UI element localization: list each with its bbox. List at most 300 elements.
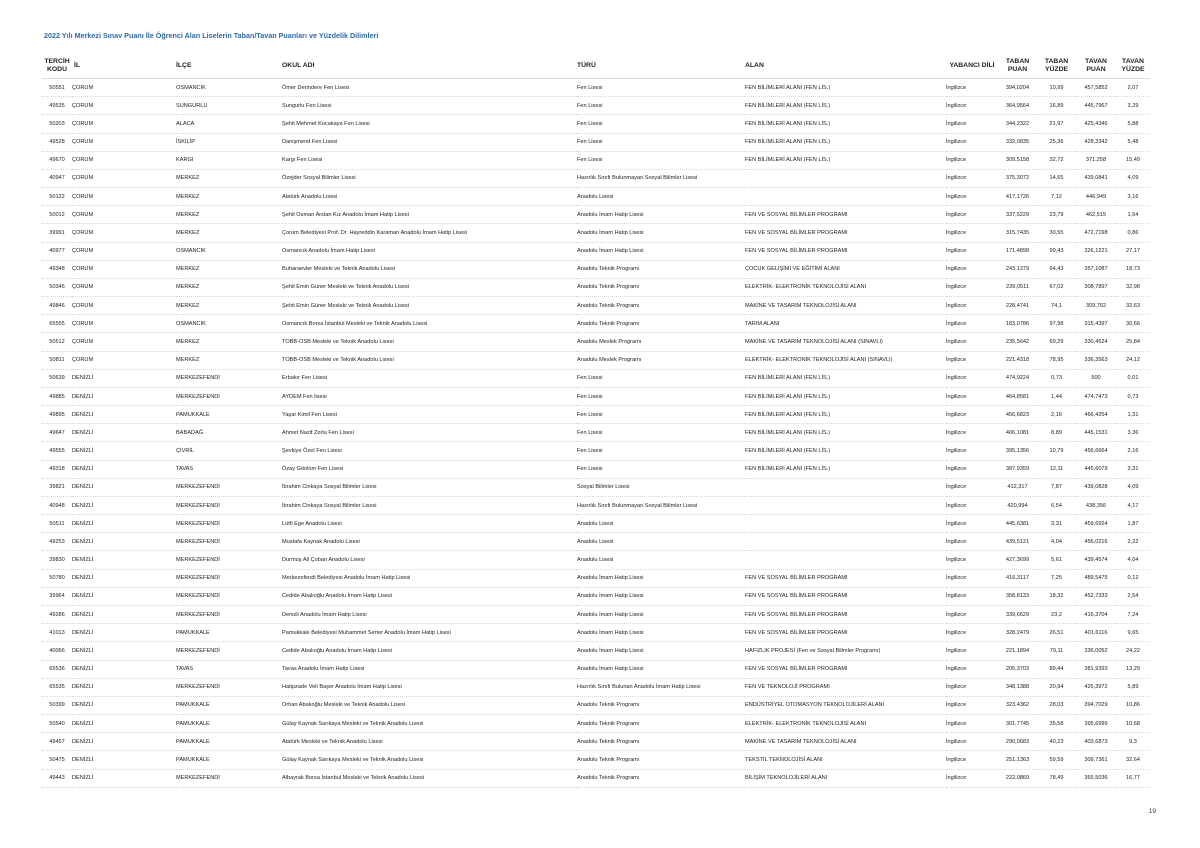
- cell-tavan-puan: 462,515: [1085, 211, 1107, 218]
- cell-yabanci-dili: İngilizce: [946, 302, 967, 309]
- cell-yabanci-dili: İngilizce: [946, 502, 967, 509]
- cell-alan: FEN BİLİMLERİ ALANI (FEN LİS.): [745, 429, 831, 436]
- cell-taban-yuzde: 18,32: [1049, 593, 1064, 600]
- cell-tavan-puan: 336,0052: [1084, 647, 1108, 654]
- cell-okul-adi: AYDEM Fen lisesi: [282, 393, 327, 400]
- cell-taban-yuzde: 89,44: [1049, 666, 1064, 673]
- cell-il: DENİZLİ: [72, 484, 94, 491]
- cell-ilce: BABADAĞ: [176, 429, 204, 436]
- cell-tercih-kodu: 39991: [49, 229, 65, 236]
- cell-taban-puan: 222,0869: [1005, 775, 1030, 782]
- table-row: [42, 533, 1150, 551]
- cell-taban-puan: 348,1388: [1005, 684, 1030, 691]
- table-row: [42, 406, 1150, 424]
- cell-taban-yuzde: 35,58: [1049, 720, 1064, 727]
- cell-tavan-puan: 452,7333: [1084, 593, 1108, 600]
- cell-ilce: MERKEZEFENDİ: [176, 593, 220, 600]
- cell-taban-yuzde: 1,44: [1051, 393, 1062, 400]
- cell-turu: Anadolu Teknik Programı: [577, 756, 640, 763]
- cell-turu: Fen Lisesi: [577, 466, 603, 473]
- cell-turu: Anadolu Lisesi: [577, 538, 614, 545]
- table-row: [42, 569, 1150, 587]
- table-row: [42, 97, 1150, 115]
- cell-yabanci-dili: İngilizce: [946, 557, 967, 564]
- cell-yabanci-dili: İngilizce: [946, 593, 967, 600]
- cell-taban-yuzde: 97,98: [1049, 320, 1064, 327]
- cell-taban-yuzde: 26,51: [1049, 629, 1064, 636]
- cell-tavan-puan: 474,7473: [1084, 393, 1108, 400]
- cell-taban-puan: 309,5158: [1005, 157, 1030, 164]
- cell-alan: FEN BİLİMLERİ ALANI (FEN LİS.): [745, 102, 831, 109]
- cell-ilce: PAMUKKALE: [176, 702, 210, 709]
- cell-turu: Hazırlık Sınıfı Bulunmayan Sosyal Bilimler Lisesi: [577, 175, 698, 182]
- cell-alan: [745, 478, 946, 496]
- cell-tavan-puan: 336,3563: [1084, 357, 1108, 364]
- cell-okul-adi: Mustafa Kaynak Anadolu Lisesi: [282, 538, 360, 545]
- cell-taban-puan: 328,2479: [1005, 629, 1030, 636]
- cell-tavan-puan: 456,6664: [1084, 448, 1108, 455]
- cell-alan: FEN BİLİMLERİ ALANI (FEN LİS.): [745, 120, 831, 127]
- cell-tavan-yuzde: 27,17: [1126, 248, 1140, 255]
- cell-turu: Anadolu Teknik Programı: [577, 302, 640, 309]
- cell-tavan-yuzde: 10,86: [1126, 702, 1140, 709]
- cell-tercih-kodu: 49457: [49, 738, 65, 745]
- cell-turu: Anadolu İmam Hatip Lisesi: [577, 593, 644, 600]
- cell-tercih-kodu: 50551: [49, 84, 65, 91]
- cell-yabanci-dili: İngilizce: [946, 738, 967, 745]
- cell-il: ÇORUM: [72, 338, 94, 345]
- cell-ilce: ALACA: [176, 120, 195, 127]
- table-row: [42, 115, 1150, 133]
- cell-tavan-puan: 308,7897: [1084, 284, 1108, 291]
- cell-alan: FEN VE SOSYAL BİLİMLER PROGRAMI: [745, 229, 848, 236]
- cell-taban-puan: 221,4318: [1005, 357, 1030, 364]
- cell-tavan-yuzde: 24,22: [1126, 647, 1140, 654]
- cell-il: DENİZLİ: [72, 429, 94, 436]
- cell-taban-puan: 387,9359: [1005, 466, 1030, 473]
- cell-il: ÇORUM: [72, 284, 94, 291]
- cell-tercih-kodu: 39964: [49, 593, 65, 600]
- cell-tavan-yuzde: 5,89: [1127, 684, 1139, 691]
- cell-ilce: MERKEZEFENDİ: [176, 484, 220, 491]
- cell-tavan-yuzde: 16,77: [1126, 775, 1140, 782]
- cell-tavan-puan: 439,4574: [1084, 557, 1108, 564]
- cell-taban-puan: 183,0786: [1005, 320, 1030, 327]
- cell-tavan-puan: 472,7198: [1084, 229, 1108, 236]
- cell-tavan-yuzde: 5,48: [1127, 139, 1139, 146]
- cell-tavan-yuzde: 15,49: [1126, 157, 1140, 164]
- header-turu: TÜRÜ: [577, 62, 596, 69]
- cell-ilce: MERKEZEFENDİ: [176, 557, 220, 564]
- cell-okul-adi: Lütfi Ege Anadolu Lisesi: [282, 520, 342, 527]
- table-row: [42, 515, 1150, 533]
- cell-taban-puan: 375,3072: [1005, 175, 1030, 182]
- header-tavan-puan: TAVAN PUAN: [1085, 58, 1107, 73]
- cell-il: DENİZLİ: [72, 411, 94, 418]
- cell-il: ÇORUM: [72, 102, 94, 109]
- cell-tavan-puan: 438,356: [1085, 502, 1107, 509]
- cell-yabanci-dili: İngilizce: [946, 266, 967, 273]
- cell-taban-puan: 205,3703: [1005, 666, 1030, 673]
- cell-taban-puan: 315,7435: [1005, 229, 1030, 236]
- cell-tavan-puan: 401,6116: [1084, 629, 1108, 636]
- cell-il: DENİZLİ: [72, 738, 94, 745]
- cell-tavan-puan: 416,3704: [1084, 611, 1108, 618]
- cell-taban-puan: 171,4898: [1005, 248, 1030, 255]
- table-row: [42, 151, 1150, 169]
- cell-turu: Anadolu İmam Hatip Lisesi: [577, 575, 644, 582]
- cell-taban-puan: 394,0204: [1005, 84, 1030, 91]
- cell-tavan-yuzde: 5,88: [1127, 120, 1139, 127]
- cell-alan: FEN VE TEKNOLOJİ PROGRAMI: [745, 684, 830, 691]
- cell-taban-puan: 427,3699: [1005, 557, 1030, 564]
- cell-taban-yuzde: 78,49: [1049, 775, 1064, 782]
- cell-tavan-yuzde: 1,64: [1127, 211, 1139, 218]
- cell-okul-adi: Sungurlu Fen Lisesi: [282, 102, 332, 109]
- cell-ilce: MERKEZEFENDİ: [176, 502, 220, 509]
- cell-taban-yuzde: 78,95: [1049, 357, 1064, 364]
- cell-turu: Anadolu İmam Hatip Lisesi: [577, 229, 644, 236]
- cell-tercih-kodu: 49846: [49, 302, 65, 309]
- cell-turu: Anadolu İmam Hatip Lisesi: [577, 611, 644, 618]
- cell-alan: FEN BİLİMLERİ ALANI (FEN LİS.): [745, 393, 831, 400]
- table-row: [42, 278, 1150, 296]
- cell-alan: FEN BİLİMLERİ ALANI (FEN LİS.): [745, 139, 831, 146]
- cell-il: ÇORUM: [72, 229, 94, 236]
- cell-tavan-yuzde: 32,98: [1126, 284, 1140, 291]
- cell-okul-adi: Kargı Fen Lisesi: [282, 157, 323, 164]
- cell-taban-puan: 332,0835: [1005, 139, 1030, 146]
- cell-il: DENİZLİ: [72, 466, 94, 473]
- cell-tavan-yuzde: 0,01: [1127, 375, 1139, 382]
- cell-alan: FEN BİLİMLERİ ALANI (FEN LİS.): [745, 448, 831, 455]
- cell-taban-yuzde: 14,65: [1049, 175, 1064, 182]
- table-row: [42, 224, 1150, 242]
- cell-alan: TARIM ALANI: [745, 320, 780, 327]
- cell-alan: [745, 496, 946, 514]
- cell-taban-yuzde: 4,04: [1051, 538, 1062, 545]
- cell-tercih-kodu: 50475: [49, 756, 65, 763]
- cell-okul-adi: Atatürk Mesleki ve Teknik Anadolu Lisesi: [282, 738, 383, 745]
- cell-tavan-yuzde: 1,87: [1127, 520, 1139, 527]
- cell-taban-yuzde: 7,87: [1051, 484, 1062, 491]
- cell-yabanci-dili: İngilizce: [946, 248, 967, 255]
- cell-taban-puan: 221,1894: [1005, 647, 1030, 654]
- cell-tavan-puan: 439,0841: [1084, 175, 1108, 182]
- cell-tavan-yuzde: 4,04: [1127, 557, 1139, 564]
- cell-ilce: MERKEZEFENDİ: [176, 611, 220, 618]
- cell-taban-yuzde: 69,29: [1049, 338, 1064, 345]
- cell-taban-puan: 439,5121: [1005, 538, 1030, 545]
- cell-yabanci-dili: İngilizce: [946, 429, 967, 436]
- cell-taban-puan: 323,4362: [1005, 702, 1030, 709]
- cell-okul-adi: Özejder Sosyal Bilimler Lisesi: [282, 175, 356, 182]
- cell-turu: Anadolu İmam Hatip Lisesi: [577, 666, 644, 673]
- header-tercih-kodu: TERCİH KODU: [44, 58, 70, 73]
- table-row: [42, 660, 1150, 678]
- cell-yabanci-dili: İngilizce: [946, 193, 967, 200]
- cell-ilce: MERKEZEFENDİ: [176, 647, 220, 654]
- cell-okul-adi: Orhan Abalıoğlu Mesleki ve Teknik Anadolu Lisesi: [282, 702, 406, 709]
- cell-tercih-kodu: 49318: [49, 466, 65, 473]
- cell-yabanci-dili: İngilizce: [946, 538, 967, 545]
- cell-okul-adi: Gülay Kaynak Sarıkaya Mesleki ve Teknik Anadolu Lisesi: [282, 756, 424, 763]
- cell-yabanci-dili: İngilizce: [946, 629, 967, 636]
- cell-okul-adi: Durmuş Ali Çoban Anadolu Lisesi: [282, 557, 365, 564]
- cell-yabanci-dili: İngilizce: [946, 720, 967, 727]
- cell-alan: [745, 169, 946, 187]
- cell-alan: FEN BİLİMLERİ ALANI (FEN LİS.): [745, 466, 831, 473]
- cell-tavan-yuzde: 18,73: [1126, 266, 1140, 273]
- cell-tavan-puan: 457,5852: [1084, 84, 1108, 91]
- cell-tercih-kodu: 50639: [49, 375, 65, 382]
- cell-tercih-kodu: 50511: [49, 520, 65, 527]
- table-row: [42, 351, 1150, 369]
- cell-tavan-puan: 381,9393: [1084, 666, 1108, 673]
- cell-tavan-puan: 466,4254: [1084, 411, 1108, 418]
- cell-yabanci-dili: İngilizce: [946, 702, 967, 709]
- cell-okul-adi: İbrahim Cinkaya Sosyal Bilimler Lisesi: [282, 502, 377, 509]
- cell-tavan-puan: 446,949: [1085, 193, 1107, 200]
- cell-yabanci-dili: İngilizce: [946, 338, 967, 345]
- cell-il: DENİZLİ: [72, 666, 94, 673]
- cell-taban-puan: 464,8581: [1005, 393, 1030, 400]
- cell-alan: FEN VE SOSYAL BİLİMLER PROGRAMI: [745, 593, 848, 600]
- cell-okul-adi: İbrahim Cinkaya Sosyal Bilimler Lisesi: [282, 484, 377, 491]
- cell-ilce: OSMANCIK: [176, 248, 206, 255]
- cell-turu: Fen Lisesi: [577, 157, 603, 164]
- cell-ilce: MERKEZ: [176, 357, 200, 364]
- cell-tavan-puan: 428,3342: [1084, 139, 1108, 146]
- cell-ilce: OSMANCIK: [176, 320, 206, 327]
- table-row: [42, 79, 1150, 97]
- cell-il: ÇORUM: [72, 302, 94, 309]
- table-row: [42, 169, 1150, 187]
- cell-tercih-kodu: 49348: [49, 266, 65, 273]
- cell-tercih-kodu: 65535: [49, 684, 65, 691]
- cell-turu: Anadolu Teknik Programı: [577, 702, 640, 709]
- cell-taban-puan: 456,6823: [1005, 411, 1030, 418]
- cell-tavan-puan: 425,3972: [1084, 684, 1108, 691]
- cell-tavan-puan: 394,7029: [1084, 702, 1108, 709]
- table-row: [42, 188, 1150, 206]
- cell-il: DENİZLİ: [72, 520, 94, 527]
- cell-okul-adi: Osmancık Anadolu İmam Hatip Lisesi: [282, 248, 375, 255]
- header-okul-adi: OKUL ADI: [282, 62, 315, 69]
- cell-tercih-kodu: 40947: [49, 175, 65, 182]
- cell-taban-yuzde: 2,16: [1051, 411, 1062, 418]
- table-row: [42, 297, 1150, 315]
- cell-taban-yuzde: 30,55: [1049, 229, 1064, 236]
- cell-turu: Anadolu Lisesi: [577, 193, 614, 200]
- cell-il: ÇORUM: [72, 139, 94, 146]
- cell-tercih-kodu: 50540: [49, 720, 65, 727]
- table-row: [42, 369, 1150, 387]
- header-ilce: İLÇE: [176, 62, 192, 69]
- cell-il: DENİZLİ: [72, 502, 94, 509]
- cell-il: DENİZLİ: [72, 647, 94, 654]
- cell-il: DENİZLİ: [72, 629, 94, 636]
- cell-turu: Anadolu Meslek Programı: [577, 357, 642, 364]
- cell-taban-puan: 364,9564: [1005, 102, 1030, 109]
- cell-okul-adi: Cedide Abalıoğlu Anadolu İmam Hatip Lisesi: [282, 647, 393, 654]
- cell-alan: ENDÜSTRİYEL OTOMASYON TEKNOLOJİLERİ ALANI: [745, 702, 885, 709]
- cell-il: DENİZLİ: [72, 375, 94, 382]
- cell-okul-adi: Gülay Kaynak Sarıkaya Mesleki ve Teknik Anadolu Lisesi: [282, 720, 424, 727]
- cell-turu: Anadolu İmam Hatip Lisesi: [577, 629, 644, 636]
- cell-il: DENİZLİ: [72, 593, 94, 600]
- cell-turu: Anadolu Lisesi: [577, 520, 614, 527]
- cell-okul-adi: Albayrak Borsa İstanbul Mesleki ve Teknik Anadolu Lisesi: [282, 775, 424, 782]
- cell-tavan-puan: 326,1221: [1084, 248, 1108, 255]
- cell-il: ÇORUM: [72, 320, 94, 327]
- table-row: [42, 206, 1150, 224]
- cell-tercih-kodu: 50780: [49, 575, 65, 582]
- cell-taban-yuzde: 3,31: [1051, 520, 1062, 527]
- cell-yabanci-dili: İngilizce: [946, 756, 967, 763]
- table-row: [42, 260, 1150, 278]
- cell-tavan-yuzde: 30,66: [1126, 320, 1140, 327]
- cell-taban-puan: 344,2322: [1005, 120, 1030, 127]
- cell-okul-adi: Danişmend Fen Lisesi: [282, 139, 338, 146]
- cell-taban-puan: 412,317: [1007, 484, 1028, 491]
- table-row: [42, 133, 1150, 151]
- cell-tercih-kodu: 49895: [49, 411, 65, 418]
- cell-tercih-kodu: 49286: [49, 611, 65, 618]
- cell-taban-yuzde: 5,61: [1051, 557, 1062, 564]
- cell-ilce: MERKEZEFENDİ: [176, 393, 220, 400]
- cell-il: DENİZLİ: [72, 393, 94, 400]
- cell-tercih-kodu: 50811: [49, 357, 65, 364]
- cell-ilce: MERKEZEFENDİ: [176, 684, 220, 691]
- cell-okul-adi: Denizli Anadolu İmam Hatip Lisesi: [282, 611, 367, 618]
- cell-tavan-yuzde: 3,29: [1127, 102, 1139, 109]
- cell-ilce: İSKİLİP: [176, 139, 195, 146]
- cell-taban-yuzde: 10,79: [1049, 448, 1064, 455]
- cell-alan: [745, 515, 946, 533]
- cell-okul-adi: Şehit Emin Güner Mesleki ve Teknik Anadolu Lisesi: [282, 284, 410, 291]
- cell-tavan-puan: 445,6079: [1084, 466, 1108, 473]
- cell-turu: Fen Lisesi: [577, 411, 603, 418]
- cell-alan: FEN VE SOSYAL BİLİMLER PROGRAMI: [745, 211, 848, 218]
- table-row: [42, 624, 1150, 642]
- table-row: [42, 460, 1150, 478]
- cell-alan: FEN BİLİMLERİ ALANI (FEN LİS.): [745, 84, 831, 91]
- header-yabanci-dili: YABANCI DİLİ: [949, 62, 995, 69]
- cell-okul-adi: Merkezefendi Belediyesi Anadolu İmam Hatip Lisesi: [282, 575, 411, 582]
- cell-yabanci-dili: İngilizce: [946, 666, 967, 673]
- cell-ilce: MERKEZ: [176, 266, 200, 273]
- cell-tercih-kodu: 65536: [49, 666, 65, 673]
- cell-turu: Anadolu Teknik Programı: [577, 775, 640, 782]
- header-alan: ALAN: [745, 62, 764, 69]
- cell-il: ÇORUM: [72, 157, 94, 164]
- cell-tavan-yuzde: 7,24: [1127, 611, 1139, 618]
- cell-taban-yuzde: 79,11: [1049, 647, 1064, 654]
- cell-il: DENİZLİ: [72, 448, 94, 455]
- cell-tavan-yuzde: 4,09: [1127, 484, 1139, 491]
- cell-yabanci-dili: İngilizce: [946, 320, 967, 327]
- cell-il: DENİZLİ: [72, 575, 94, 582]
- cell-turu: Anadolu Teknik Programı: [577, 266, 640, 273]
- cell-il: ÇORUM: [72, 211, 94, 218]
- cell-tavan-puan: 371,258: [1085, 157, 1107, 164]
- cell-il: DENİZLİ: [72, 702, 94, 709]
- table-row: [42, 642, 1150, 660]
- cell-okul-adi: Pamukkale Belediyesi Muhammet Serter Anadolu İmam Hatip Lisesi: [282, 629, 451, 636]
- cell-okul-adi: Ahmet Nazif Zorlu Fen Lisesi: [282, 429, 354, 436]
- cell-tavan-puan: 403,6873: [1084, 738, 1108, 745]
- cell-okul-adi: Yaşar Kimil Fen Lisesi: [282, 411, 337, 418]
- cell-turu: Fen Lisesi: [577, 120, 603, 127]
- cell-alan: [745, 188, 946, 206]
- cell-alan: ELEKTRİK- ELEKTRONİK TEKNOLOJİSİ ALANI: [745, 720, 867, 727]
- cell-tavan-puan: 489,5475: [1084, 575, 1108, 582]
- cell-taban-yuzde: 67,02: [1049, 284, 1064, 291]
- cell-il: ÇORUM: [72, 84, 94, 91]
- cell-ilce: MERKEZEFENDİ: [176, 538, 220, 545]
- cell-taban-puan: 474,9224: [1005, 375, 1030, 382]
- table-body: [42, 79, 1150, 788]
- cell-yabanci-dili: İngilizce: [946, 466, 967, 473]
- cell-il: DENİZLİ: [72, 538, 94, 545]
- cell-ilce: PAMUKKALE: [176, 629, 210, 636]
- cell-tavan-puan: 445,7967: [1084, 102, 1108, 109]
- cell-ilce: MERKEZ: [176, 302, 200, 309]
- cell-okul-adi: TOBB-OSB Mesleki ve Teknik Anadolu Lisesi: [282, 357, 394, 364]
- cell-tavan-puan: 357,1087: [1084, 266, 1108, 273]
- cell-taban-yuzde: 23,79: [1049, 211, 1064, 218]
- cell-taban-puan: 290,0683: [1005, 738, 1030, 745]
- cell-ilce: ÇİVRİL: [176, 448, 195, 455]
- cell-il: ÇORUM: [72, 266, 94, 273]
- table-row: [42, 442, 1150, 460]
- cell-okul-adi: Şevkiye Özel Fen Lisesi: [282, 448, 342, 455]
- cell-taban-yuzde: 25,36: [1049, 139, 1064, 146]
- cell-taban-yuzde: 12,11: [1049, 466, 1064, 473]
- cell-turu: Hazırlık Sınıfı Bulunmayan Sosyal Bilimler Lisesi: [577, 502, 698, 509]
- cell-ilce: PAMUKKALE: [176, 411, 210, 418]
- table-row: [42, 315, 1150, 333]
- cell-ilce: MERKEZEFENDİ: [176, 575, 220, 582]
- cell-tavan-yuzde: 32,64: [1126, 756, 1140, 763]
- cell-turu: Fen Lisesi: [577, 393, 603, 400]
- cell-tercih-kodu: 50012: [49, 211, 65, 218]
- cell-taban-puan: 417,1726: [1005, 193, 1030, 200]
- table-row: [42, 478, 1150, 496]
- cell-ilce: MERKEZEFENDİ: [176, 520, 220, 527]
- cell-okul-adi: Çorum Belediyesi Prof. Dr. Hayreddin Karaman Anadolu İmam Hatip Lisesi: [282, 229, 467, 236]
- cell-ilce: PAMUKKALE: [176, 756, 210, 763]
- cell-tavan-puan: 395,6999: [1084, 720, 1108, 727]
- table-row: [42, 587, 1150, 605]
- cell-taban-yuzde: 8,89: [1051, 429, 1062, 436]
- cell-tavan-puan: 456,0216: [1084, 538, 1108, 545]
- cell-yabanci-dili: İngilizce: [946, 520, 967, 527]
- cell-taban-puan: 406,1081: [1005, 429, 1030, 436]
- cell-taban-puan: 420,994: [1007, 502, 1028, 509]
- cell-yabanci-dili: İngilizce: [946, 484, 967, 491]
- cell-tercih-kodu: 49647: [49, 429, 65, 436]
- cell-ilce: OSMANCIK: [176, 84, 206, 91]
- cell-taban-yuzde: 16,89: [1049, 102, 1064, 109]
- cell-alan: HAFIZLIK PROJESİ (Fen ve Sosyal Bilimler Programı): [745, 647, 881, 654]
- cell-alan: ÇOCUK GELİŞİMİ VE EĞİTİMİ ALANI: [745, 266, 840, 273]
- cell-okul-adi: Erbakır Fen Lisesi: [282, 375, 328, 382]
- cell-turu: Fen Lisesi: [577, 84, 603, 91]
- cell-yabanci-dili: İngilizce: [946, 229, 967, 236]
- cell-taban-yuzde: 28,03: [1049, 702, 1064, 709]
